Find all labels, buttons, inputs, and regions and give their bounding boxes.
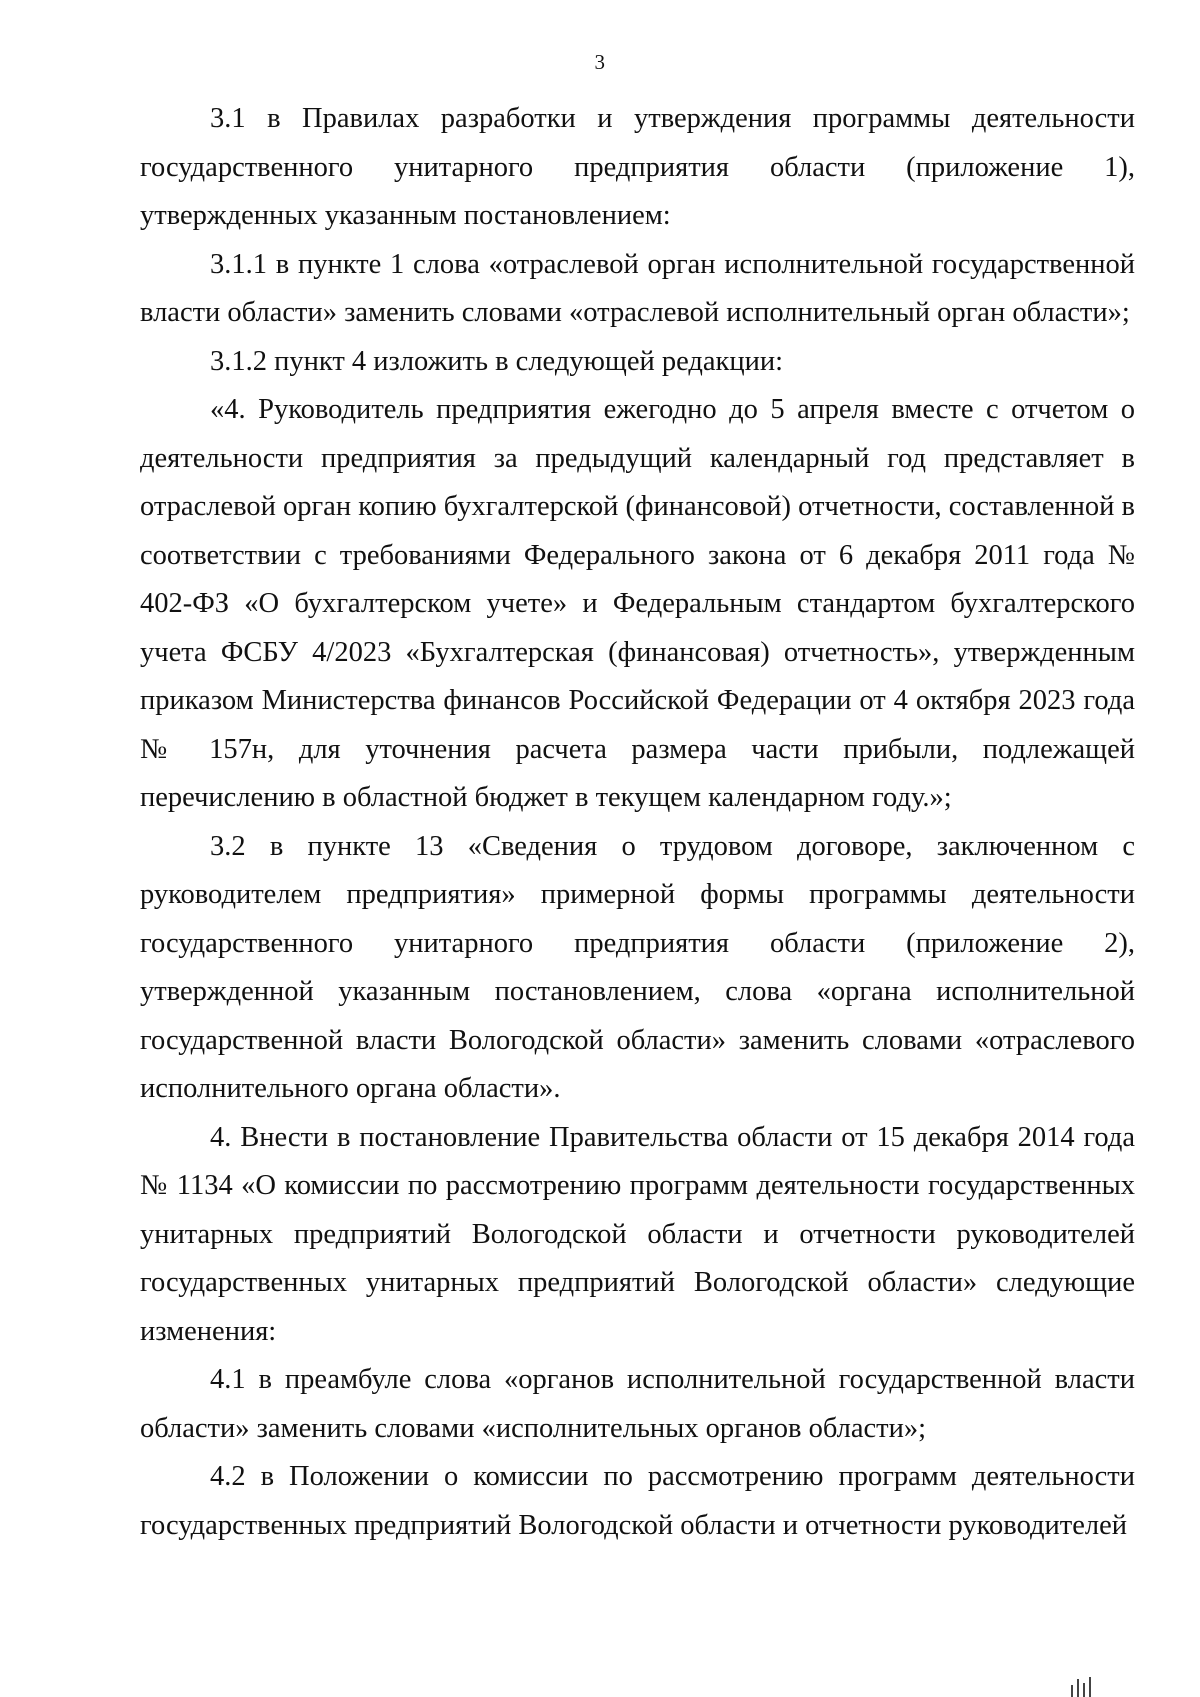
document-body — [140, 95, 1135, 1550]
paragraph-3-1-2: 3.1.2 пункт 4 изложить в следующей редакции: — [210, 345, 784, 377]
paragraph-3-2: 3.2 в пункте 13 «Сведения о трудовом договоре, заключенном с руководителем предприятия» примерной формы программы деятельности государственного унитарного предприятия области (приложение 2), утвержденной указанным постановлением, слова «органа исполнительной государственной власти Вологодской области» заменить словами «отраслевого исполнительного органа области». — [140, 830, 1135, 1104]
scan-barcode-mark — [1067, 1668, 1095, 1697]
paragraph-3-1-1: 3.1.1 в пункте 1 слова «отраслевой орган исполнительной государственной власти области» заменить словами «отраслевой исполнительный орган области»; — [140, 248, 1135, 328]
page-number: 3 — [594, 50, 606, 74]
paragraph-3-1: 3.1 в Правилах разработки и утверждения программы деятельности государственного унитарного предприятия области (приложение 1), утвержденных указанным постановлением: — [140, 103, 1135, 231]
paragraph-quoted-item-4: «4. Руководитель предприятия ежегодно до 5 апреля вместе с отчетом о деятельности предприятия за предыдущий календарный год представляет в отраслевой орган копию бухгалтерской (финансовой) отчетности, составленной в соответствии с требованиями Федерального закона от 6 декабря 2011 года № 402-ФЗ «О бухгалтерском учете» и Федеральным стандартом бухгалтерского учета ФСБУ 4/2023 «Бухгалтерская (финансовая) отчетность», утвержденным приказом Министерства финансов Российской Федерации от 4 октября 2023 года № 157н, для уточнения расчета размера части прибыли, подлежащей перечислению в областной бюджет в текущем календарном году.»; — [140, 394, 1136, 813]
paragraph-4-1: 4.1 в преамбуле слова «органов исполнительной государственной власти области» заменить словами «исполнительных органов области»; — [140, 1364, 1135, 1444]
paragraph-4: 4. Внести в постановление Правительства области от 15 декабря 2014 года № 1134 «О комиссии по рассмотрению программ деятельности государственных унитарных предприятий Вологодской области и отчетности руководителей государственных унитарных предприятий Вологодской области» следующие изменения: — [140, 1121, 1135, 1347]
paragraph-4-2: 4.2 в Положении о комиссии по рассмотрению программ деятельности государственных предприятий Вологодской области и отчетности руководителей — [140, 1461, 1135, 1541]
